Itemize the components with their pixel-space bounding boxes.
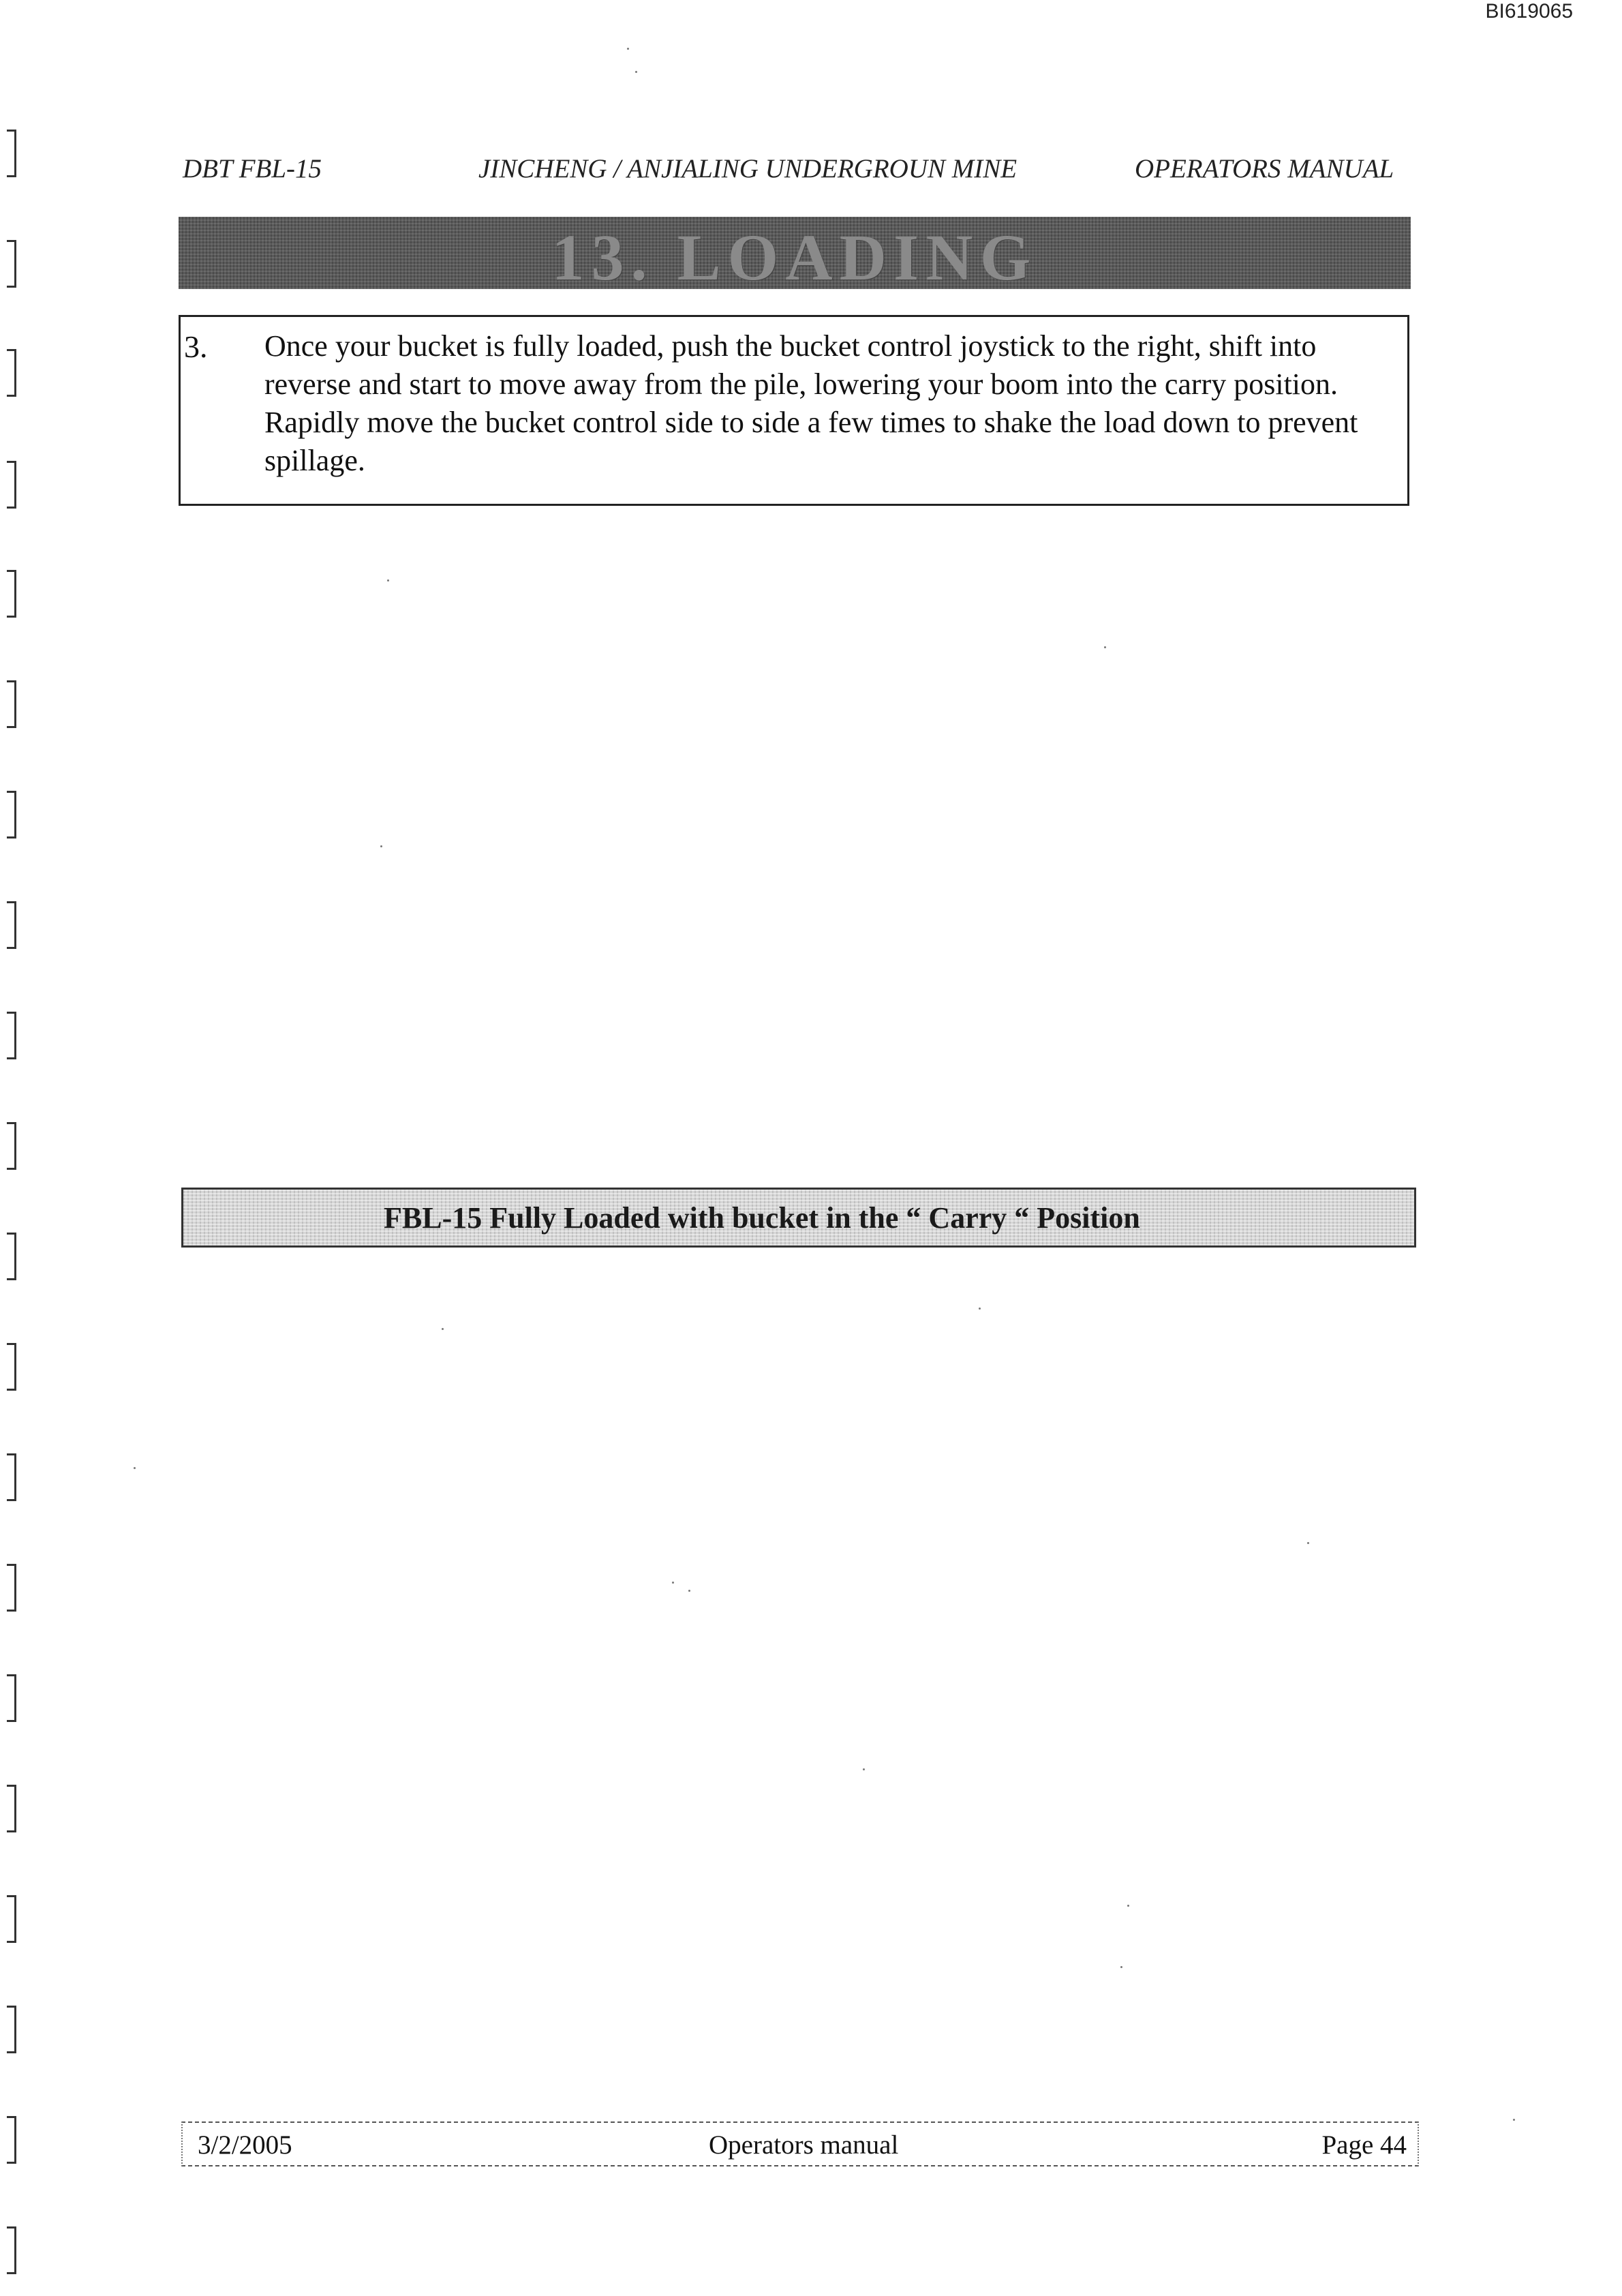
footer-date: 3/2/2005 xyxy=(198,2130,292,2160)
speckle xyxy=(863,1768,865,1770)
binding-mark xyxy=(7,1674,16,1722)
footer-title: Operators manual xyxy=(709,2130,899,2160)
binding-mark xyxy=(7,1122,16,1170)
binding-mark xyxy=(7,130,16,177)
binding-mark xyxy=(7,901,16,949)
binding-mark xyxy=(7,2116,16,2164)
binding-mark xyxy=(7,1012,16,1059)
binding-mark xyxy=(7,2006,16,2053)
binding-mark xyxy=(7,240,16,288)
binding-mark xyxy=(7,1785,16,1832)
page-footer xyxy=(181,2121,1419,2166)
binding-mark xyxy=(7,1343,16,1391)
speckle xyxy=(387,579,389,581)
binding-mark xyxy=(7,2226,16,2274)
figure-caption-bar xyxy=(181,1188,1416,1248)
section-title: 13. LOADING xyxy=(551,221,1038,289)
speckle xyxy=(1513,2119,1515,2121)
binding-mark xyxy=(7,1564,16,1612)
speckle xyxy=(1127,1905,1129,1907)
speckle xyxy=(627,48,629,50)
speckle xyxy=(1307,1542,1309,1544)
speckle xyxy=(380,845,382,847)
footer-page-number: Page 44 xyxy=(1321,2130,1407,2160)
binding-mark xyxy=(7,1895,16,1943)
figure-caption: FBL-15 Fully Loaded with bucket in the “ Carry “ Position xyxy=(384,1201,1140,1235)
header-manual-title: OPERATORS MANUAL xyxy=(1135,154,1394,183)
header-mine-name: JINCHENG / ANJIALING UNDERGROUN MINE xyxy=(478,154,1017,183)
binding-mark xyxy=(7,461,16,509)
section-banner xyxy=(179,217,1411,289)
binding-mark xyxy=(7,1233,16,1280)
speckle xyxy=(688,1590,690,1592)
speckle xyxy=(1120,1966,1122,1968)
binding-mark xyxy=(7,349,16,397)
speckle xyxy=(979,1308,981,1310)
step-text: Once your bucket is fully loaded, push the bucket control joystick to the right, shift into reverse and start to move away from the pile, lowering your boom into the carry position. Rapidly move the bucket control side to side a few times to shake the load down to prevent spillage. xyxy=(264,329,1358,477)
binding-mark xyxy=(7,1453,16,1501)
speckle xyxy=(134,1467,136,1469)
binding-mark xyxy=(7,570,16,618)
binding-mark xyxy=(7,791,16,839)
binding-mark xyxy=(7,680,16,728)
speckle xyxy=(635,71,637,73)
speckle xyxy=(1104,646,1106,648)
step-number: 3. xyxy=(184,329,208,364)
document-id: BI619065 xyxy=(1485,0,1573,22)
header-model: DBT FBL-15 xyxy=(183,154,322,183)
speckle xyxy=(672,1582,674,1584)
speckle xyxy=(442,1328,444,1330)
